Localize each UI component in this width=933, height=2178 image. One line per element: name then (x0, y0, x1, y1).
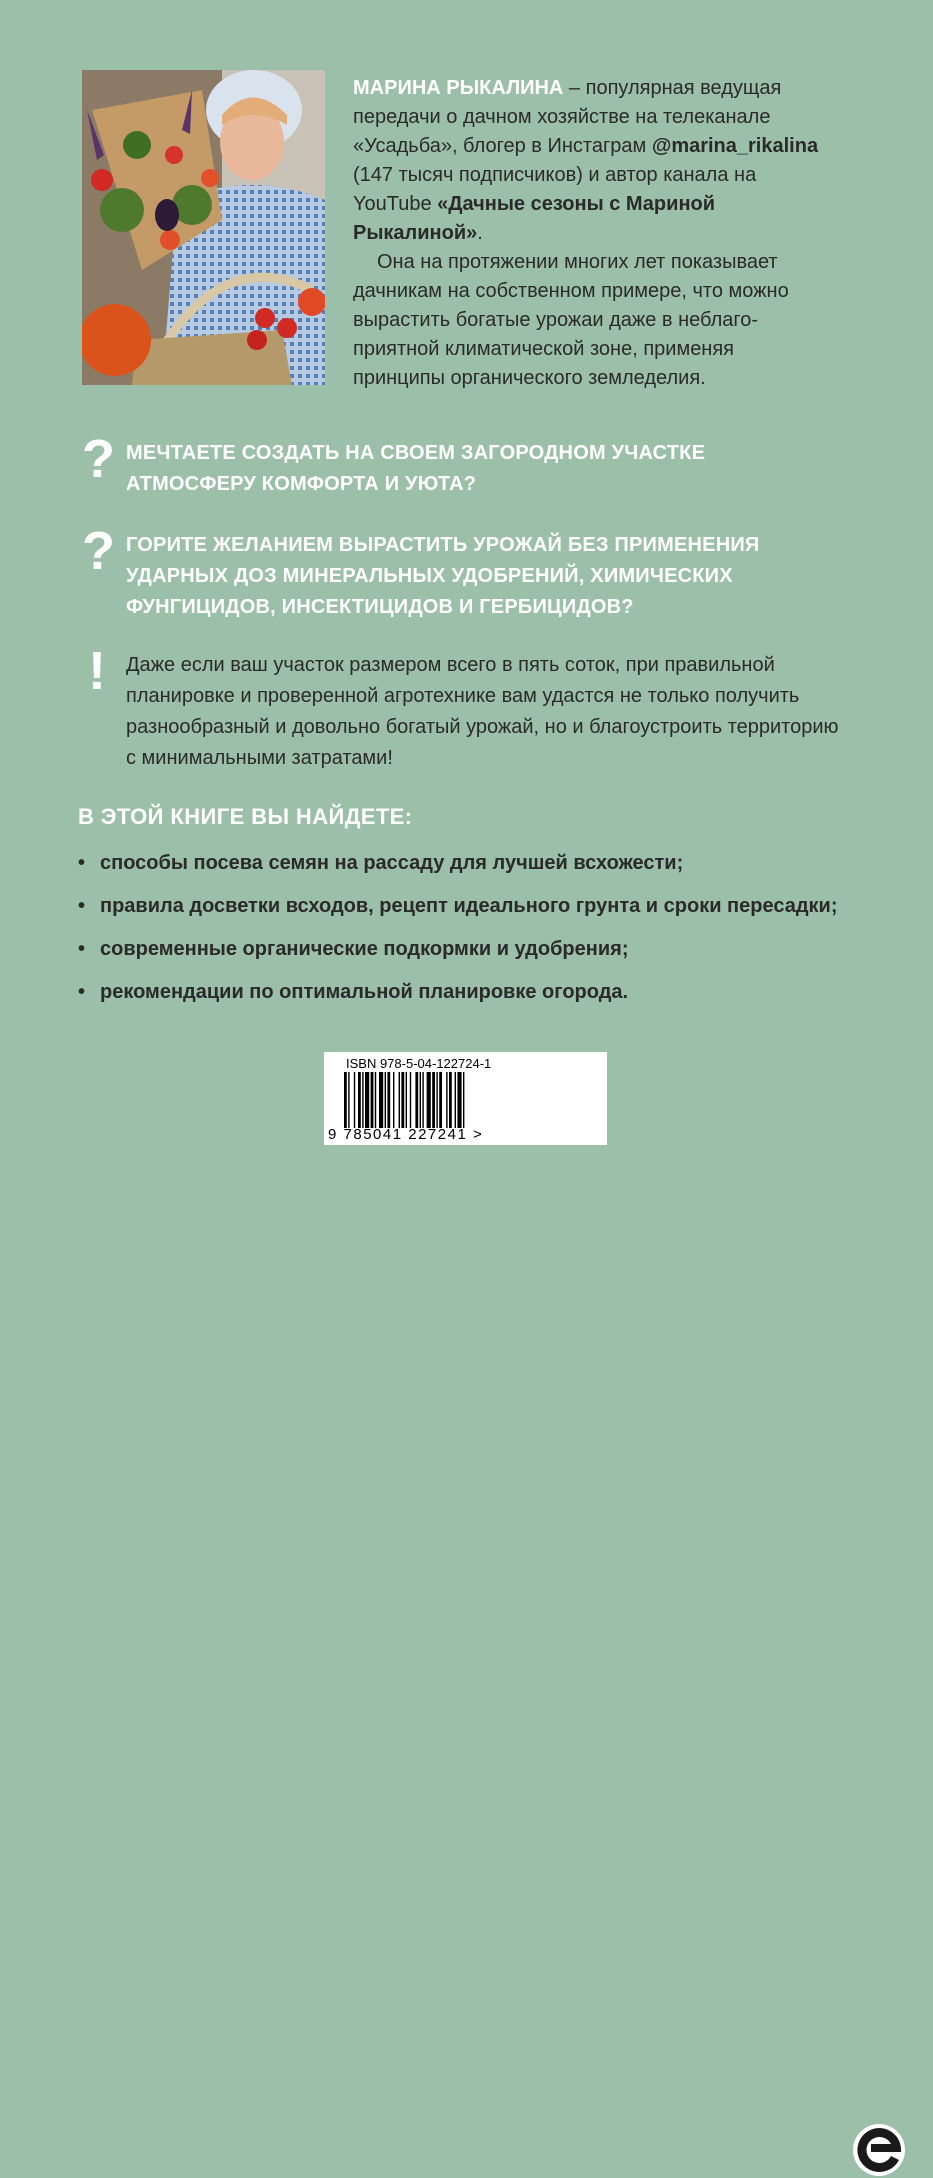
barcode-bar (410, 1072, 411, 1128)
list-item (78, 977, 838, 1007)
isbn-label: ISBN 978-5-04-122724-1 (346, 1056, 492, 1071)
barcode-bars (344, 1072, 514, 1128)
barcode-bar (365, 1072, 369, 1128)
bullet-icon: • (78, 852, 86, 874)
bio-text-b: (147 тысяч подписчиков) и автор канала на YouTube (353, 164, 757, 215)
list-item-text: современные органические подкормки и удобрения; (100, 938, 629, 960)
barcode-bar (449, 1072, 452, 1128)
barcode-bar (348, 1072, 349, 1128)
barcode-bar (436, 1072, 437, 1128)
barcode-bar (446, 1072, 447, 1128)
barcode-bar (387, 1072, 390, 1128)
instagram-handle: @marina_rikalina (651, 135, 819, 157)
list-item-text: способы посева семян на рассаду для лучшей всхожести; (100, 852, 684, 874)
bio-text-c: . (477, 222, 483, 244)
barcode-bar (422, 1072, 423, 1128)
barcode-bar (379, 1072, 383, 1128)
exclamation-mark-icon: ! (88, 641, 106, 701)
contents-list (78, 848, 838, 1020)
list-item-text: правила досветки всходов, рецепт идеального грунта и сроки пересадки; (100, 895, 838, 917)
question-mark-icon: ? (82, 521, 115, 581)
barcode-bar (439, 1072, 442, 1128)
barcode-bar (406, 1072, 407, 1128)
barcode-bar (344, 1072, 347, 1128)
question-mark-icon: ? (82, 429, 115, 489)
question-text: ГОРИТЕ ЖЕЛАНИЕМ ВЫРАСТИТЬ УРОЖАЙ БЕЗ ПРИМЕНЕНИЯ УДАРНЫХ ДОЗ МИНЕРАЛЬНЫХ УДОБРЕНИЙ, ХИМИЧЕСКИХ ФУНГИЦИДОВ, ИНСЕКТИЦИДОВ И ГЕРБИЦИДОВ? (126, 534, 760, 618)
barcode-bar (362, 1072, 363, 1128)
barcode-bar (385, 1072, 386, 1128)
bullet-icon: • (78, 981, 86, 1003)
bio-text-a: – популярная ведущая передачи о дачном хозяйстве на телеканале «Усадьба», блогер в Инстаграм (353, 77, 782, 157)
author-photo (82, 70, 325, 385)
barcode-digits: 9 785041 227241 > (328, 1126, 484, 1143)
author-name: МАРИНА РЫКАЛИНА (353, 77, 564, 99)
barcode-bar (432, 1072, 435, 1128)
barcode-bar (375, 1072, 376, 1128)
barcode-box (324, 1052, 607, 1145)
bio-paragraph-2: Она на протяжении многих лет показывает дачникам на собственном примере, что можно вырастить богатые урожаи даже в неблаго-приятной климатической зоне, применяя принципы органического земледелия. (353, 251, 789, 389)
barcode-bar (371, 1072, 374, 1128)
publisher-logo-icon (851, 2122, 907, 2178)
barcode-bar (415, 1072, 418, 1128)
author-bio (353, 74, 823, 393)
contents-heading: В ЭТОЙ КНИГЕ ВЫ НАЙДЕТЕ: (78, 804, 413, 829)
barcode-bar (457, 1072, 461, 1128)
barcode-bar (358, 1072, 361, 1128)
bio-paragraph-1 (353, 74, 823, 248)
barcode-bar (393, 1072, 394, 1128)
barcode-bar (401, 1072, 404, 1128)
bullet-icon: • (78, 895, 86, 917)
barcode-bar (463, 1072, 464, 1128)
list-item-text: рекомендации по оптимальной планировке огорода. (100, 981, 629, 1003)
bullet-icon: • (78, 938, 86, 960)
list-item (78, 848, 838, 878)
barcode-bar (354, 1072, 355, 1128)
exclamation-text: Даже если ваш участок размером всего в пять соток, при правильной планировке и проверенной агротехнике вам удастся не только получить разнообразный и довольно богатый урожай, но и благоустроить территорию с минимальными затратами! (126, 654, 839, 769)
barcode-bar (399, 1072, 400, 1128)
barcode-bar (427, 1072, 431, 1128)
list-item (78, 934, 838, 964)
question-text: МЕЧТАЕТЕ СОЗДАТЬ НА СВОЕМ ЗАГОРОДНОМ УЧАСТКЕ АТМОСФЕРУ КОМФОРТА И УЮТА? (126, 442, 706, 495)
barcode-bar (455, 1072, 456, 1128)
barcode-bar (420, 1072, 421, 1128)
list-item (78, 891, 838, 921)
youtube-channel-name: «Дачные сезоны с Мариной Рыкалиной» (353, 193, 716, 244)
